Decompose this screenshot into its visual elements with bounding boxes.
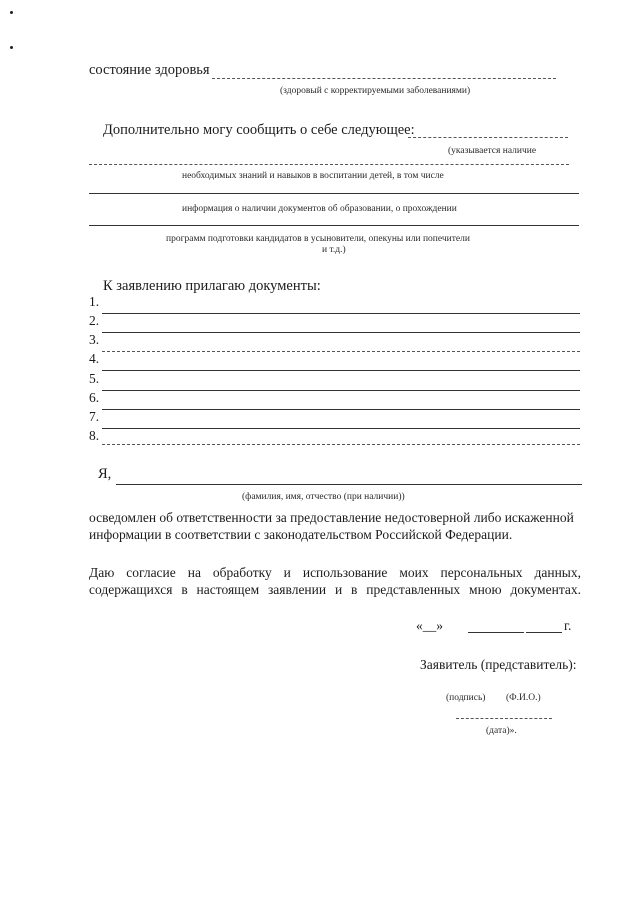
date-day-field: «__» — [416, 618, 443, 633]
additional-caption-1: (указывается наличие — [448, 146, 537, 156]
declaration-pronoun: Я, — [98, 466, 112, 482]
signature-date-line[interactable] — [456, 718, 552, 719]
declaration-caption: (фамилия, имя, отчество (при наличии)) — [242, 492, 405, 502]
consent-text-line-1: Даю согласие на обработку и использование моих персональных данных, — [89, 565, 581, 580]
document-item-line-4[interactable] — [102, 370, 580, 371]
scan-speck — [10, 11, 13, 14]
document-item-line-8[interactable] — [102, 444, 580, 445]
health-caption: (здоровый с корректируемыми заболеваниями) — [280, 86, 471, 96]
date-caption: (дата)». — [486, 726, 517, 736]
document-item-number-5: 5. — [89, 371, 100, 386]
scan-speck — [10, 46, 13, 49]
applicant-label: Заявитель (представитель): — [420, 657, 577, 672]
additional-fill-line-2[interactable] — [89, 164, 569, 165]
additional-caption-4: программ подготовки кандидатов в усыновители, опекуны или попечители — [166, 234, 470, 244]
declaration-name-line[interactable] — [116, 484, 582, 485]
document-item-line-2[interactable] — [102, 332, 580, 333]
date-year-suffix: г. — [564, 618, 572, 633]
document-item-line-6[interactable] — [102, 409, 580, 410]
declaration-text-line-2: информации в соответствии с законодательством Российской Федерации. — [89, 527, 513, 542]
document-item-number-1: 1. — [89, 294, 100, 309]
signature-caption: (подпись) — [446, 693, 486, 703]
name-caption: (Ф.И.О.) — [506, 693, 541, 703]
additional-fill-line-3[interactable] — [89, 193, 579, 194]
additional-caption-3: информация о наличии документов об образовании, о прохождении — [182, 204, 457, 214]
document-item-line-1[interactable] — [102, 313, 580, 314]
additional-fill-line-4[interactable] — [89, 225, 579, 226]
consent-text-line-2: содержащихся в настоящем заявлении и в представленных мною документах. — [89, 582, 581, 597]
document-item-number-8: 8. — [89, 428, 100, 443]
document-item-number-7: 7. — [89, 409, 100, 424]
document-item-number-6: 6. — [89, 390, 100, 405]
health-label: состояние здоровья — [89, 62, 210, 78]
document-item-number-2: 2. — [89, 313, 100, 328]
additional-caption-2: необходимых знаний и навыков в воспитании детей, в том числе — [182, 171, 444, 181]
document-item-line-3[interactable] — [102, 351, 580, 352]
documents-heading: К заявлению прилагаю документы: — [103, 278, 321, 294]
declaration-text-line-1: осведомлен об ответственности за предоставление недостоверной либо искаженной — [89, 510, 574, 525]
additional-fill-line-1[interactable] — [408, 137, 568, 138]
document-item-line-5[interactable] — [102, 390, 580, 391]
date-month-line[interactable] — [468, 632, 524, 633]
document-item-line-7[interactable] — [102, 428, 580, 429]
health-fill-line[interactable] — [212, 78, 556, 79]
additional-caption-5: и т.д.) — [322, 245, 346, 255]
date-year-line[interactable] — [526, 632, 562, 633]
additional-label: Дополнительно могу сообщить о себе следующее: — [103, 122, 415, 138]
document-item-number-4: 4. — [89, 351, 100, 366]
document-item-number-3: 3. — [89, 332, 100, 347]
